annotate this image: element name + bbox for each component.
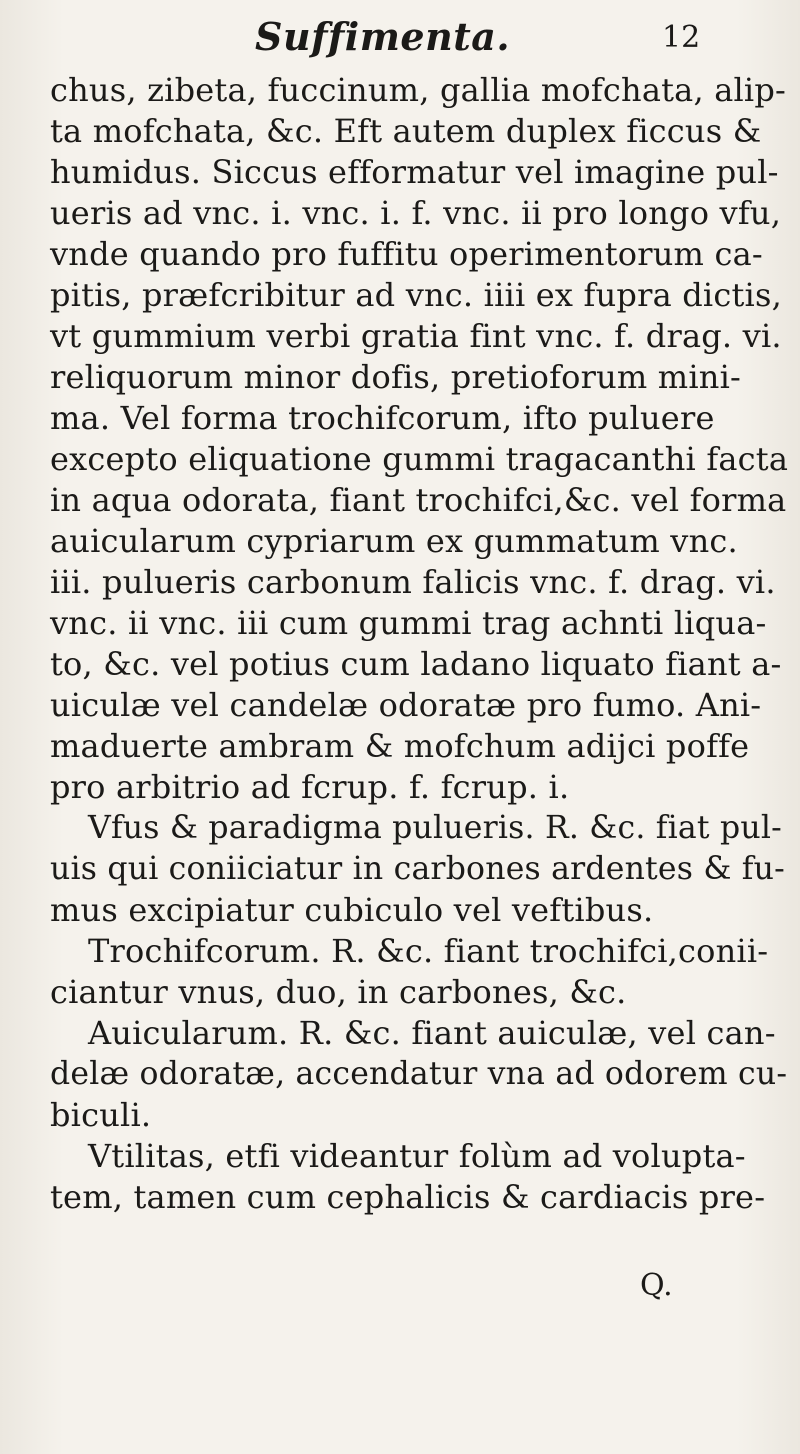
text-line: ma. Vel forma trochifcorum, ifto puluere	[50, 399, 715, 437]
page-header	[0, 12, 800, 66]
text-line: in aqua odorata, fiant trochifci,&c. vel forma	[50, 481, 787, 519]
text-line: uiculæ vel candelæ odoratæ pro fumo. Ani-	[50, 686, 762, 724]
page-number: 12	[662, 20, 701, 55]
text-line: Trochifcorum. R. &c. fiant trochifci,conii-	[88, 932, 769, 970]
text-line: vnde quando pro fuffitu operimentorum ca-	[50, 235, 763, 273]
text-line: chus, zibeta, fuccinum, gallia mofchata, alip-	[50, 71, 787, 109]
text-line: vt gummium verbi gratia fint vnc. f. drag. vi.	[50, 317, 782, 355]
running-title: Suffimenta.	[255, 14, 511, 59]
text-line: ueris ad vnc. i. vnc. i. f. vnc. ii pro longo vfu,	[50, 194, 782, 232]
text-line: iii. pulueris carbonum falicis vnc. f. drag. vi.	[50, 563, 776, 601]
text-line: vnc. ii vnc. iii cum gummi trag achnti liqua-	[50, 604, 767, 642]
text-line: uis qui coniiciatur in carbones ardentes & fu-	[50, 851, 785, 887]
text-line: pitis, præfcribitur ad vnc. iiii ex fupra dictis,	[50, 276, 782, 314]
text-line: mus excipiatur cubiculo vel veftibus.	[50, 891, 654, 929]
text-line: auicularum cypriarum ex gummatum vnc.	[50, 522, 738, 560]
catchword: Q.	[640, 1268, 673, 1303]
text-line: reliquorum minor dofis, pretioforum mini-	[50, 358, 742, 396]
text-line: maduerte ambram & mofchum adijci poffe	[50, 727, 750, 765]
text-line: Vtilitas, etfi videantur folùm ad volupta-	[88, 1137, 746, 1175]
text-line: Vfus & paradigma pulueris. R. &c. fiat pul-	[88, 810, 782, 846]
text-line: to, &c. vel potius cum ladano liquato fiant a-	[50, 645, 782, 683]
text-line: excepto eliquatione gummi tragacanthi facta	[50, 440, 789, 478]
text-line: humidus. Siccus efformatur vel imagine pul-	[50, 153, 779, 191]
text-line: Auicularum. R. &c. fiant auiculæ, vel can-	[88, 1014, 776, 1052]
text-line: ciantur vnus, duo, in carbones, &c.	[50, 973, 627, 1011]
text-line: biculi.	[50, 1096, 152, 1134]
text-line: tem, tamen cum cephalicis & cardiacis pre-	[50, 1178, 766, 1216]
text-line: delæ odoratæ, accendatur vna ad odorem cu-	[50, 1056, 788, 1092]
text-line: pro arbitrio ad fcrup. f. fcrup. i.	[50, 768, 570, 806]
text-line: ta mofchata, &c. Eft autem duplex ficcus &	[50, 112, 762, 150]
